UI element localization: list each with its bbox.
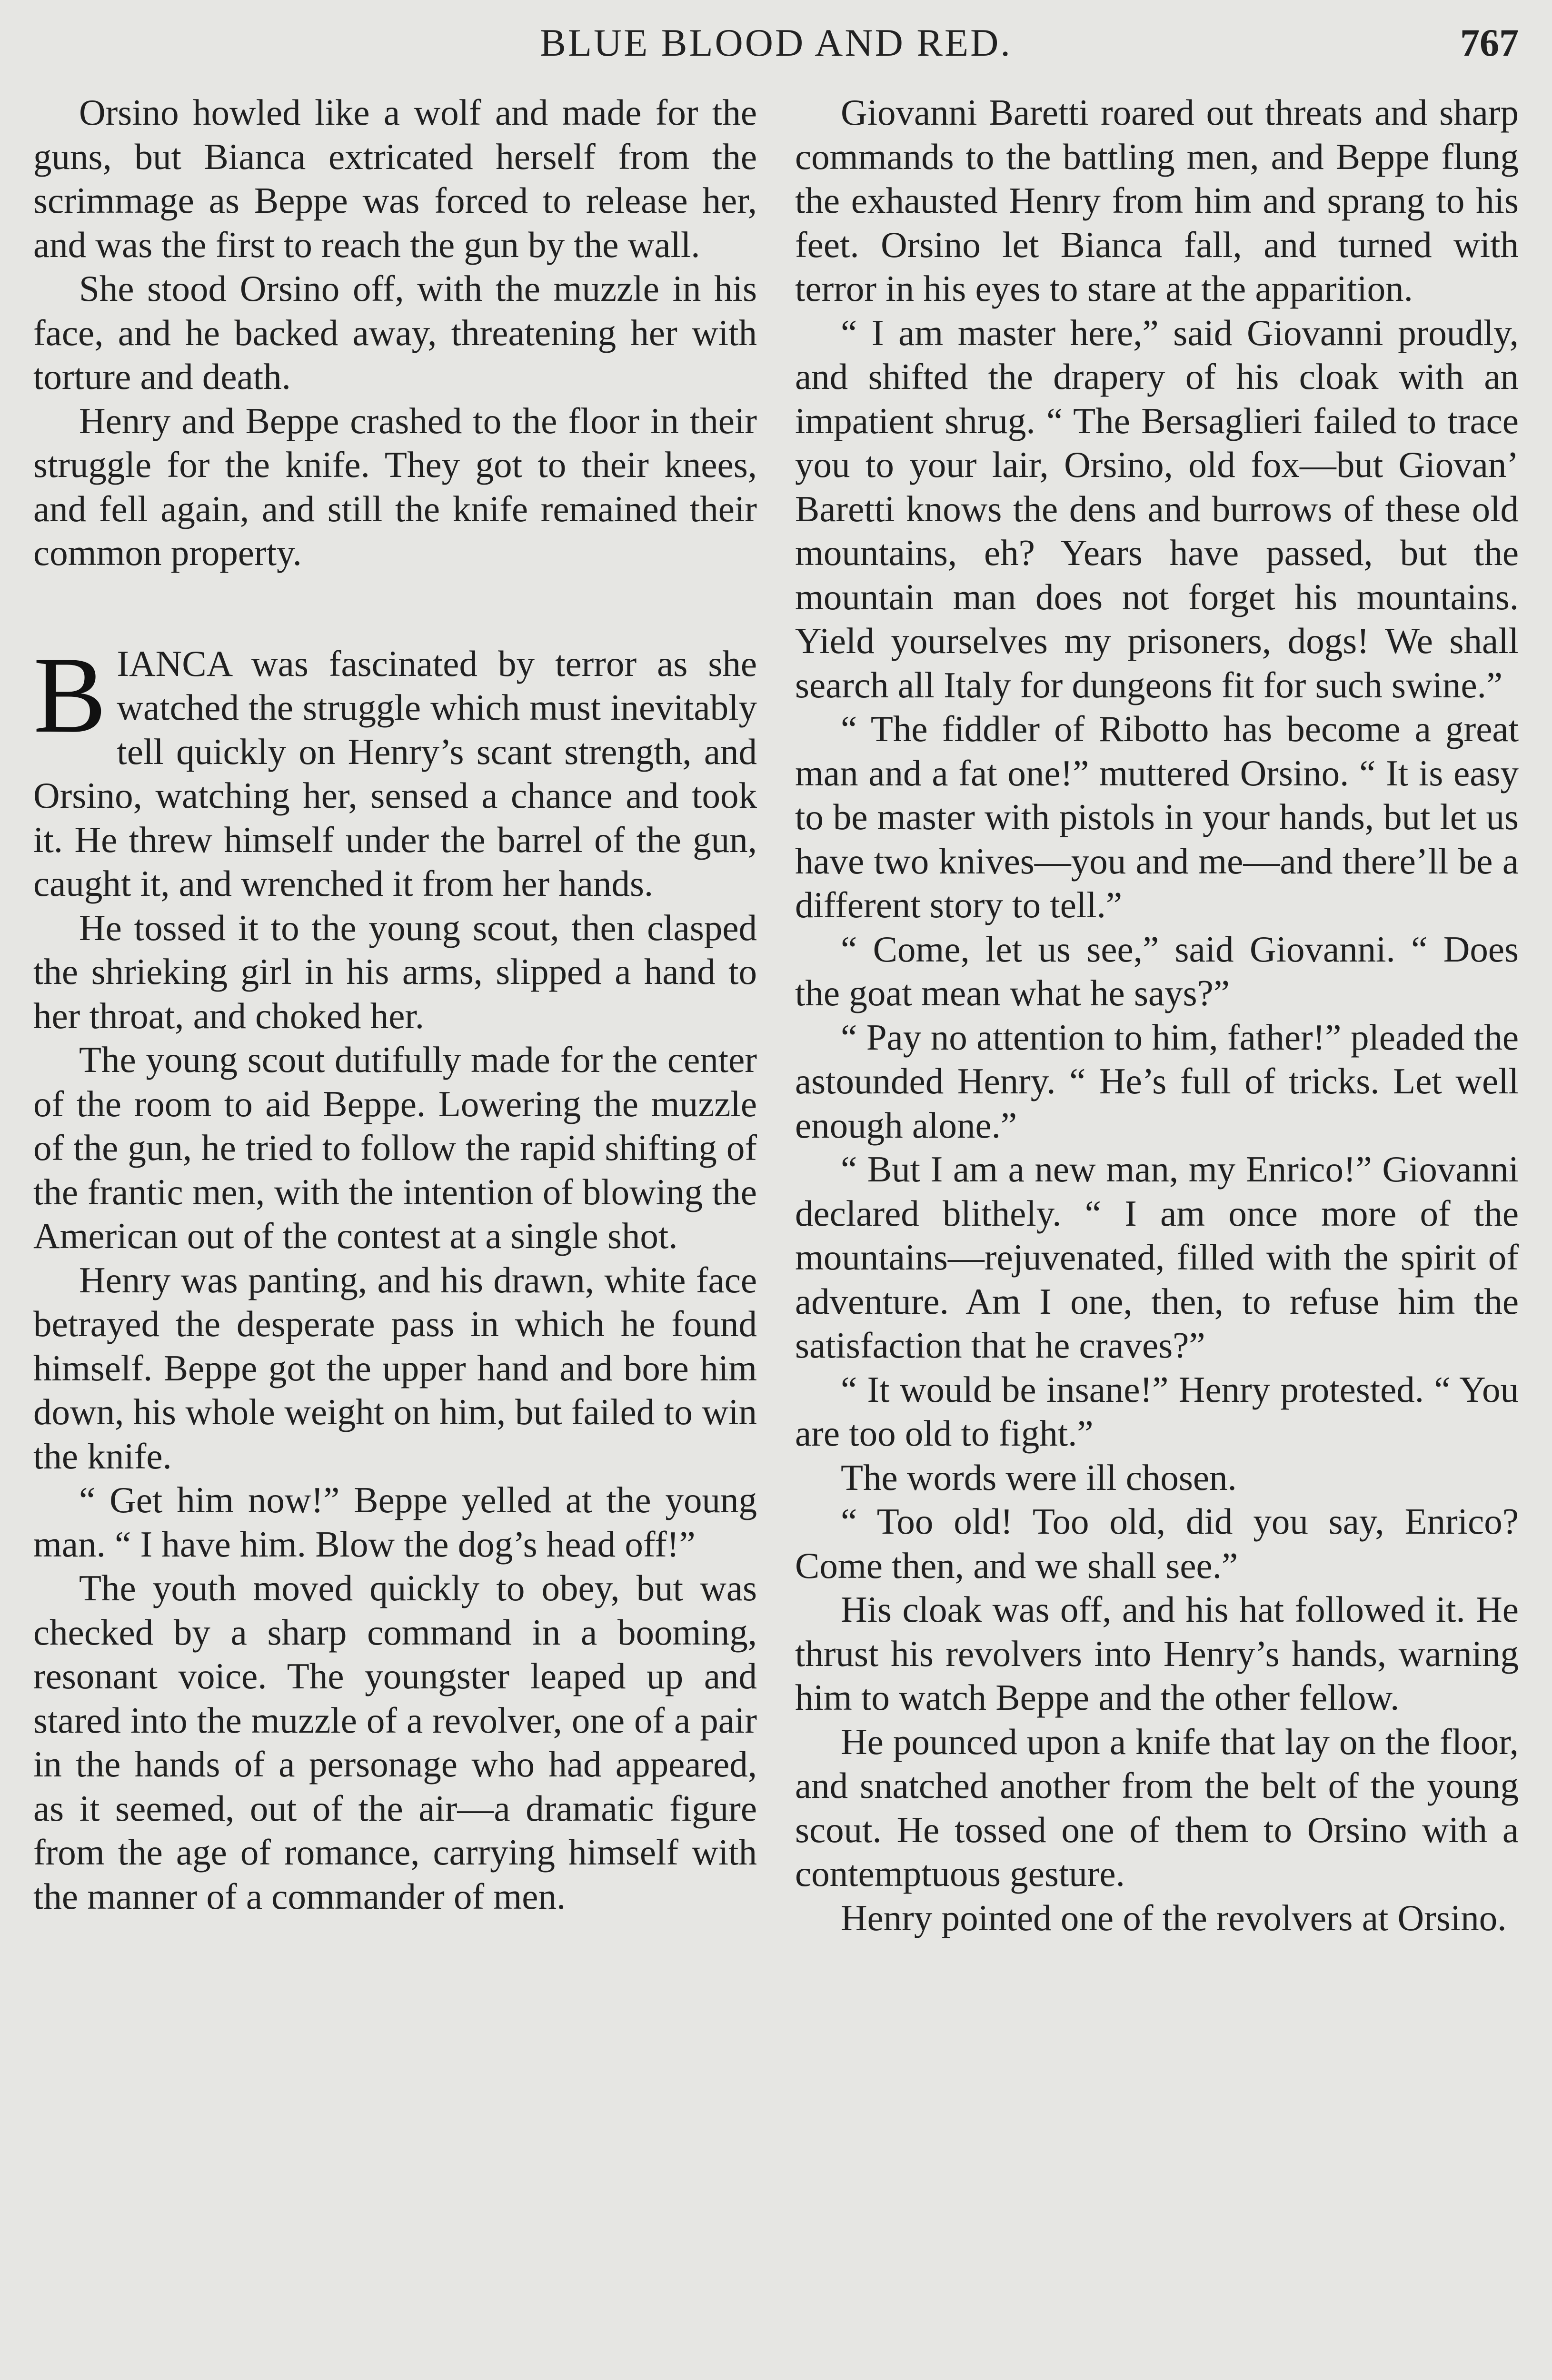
paragraph: He tossed it to the young scout, then clasped the shrieking girl in his arms, slipped a hand to her throat, and choked her. <box>33 907 757 1036</box>
paragraph: Henry was panting, and his drawn, white face betrayed the desperate pass in which he found himself. Beppe got the upper hand and bore him down, his whole weight on him, but failed to win the knife. <box>33 1259 757 1477</box>
paragraph: His cloak was off, and his hat followed it. He thrust his revolvers into Henry’s hands, warning him to watch Beppe and the other fellow. <box>795 1589 1519 1718</box>
page-number: 767 <box>1460 21 1519 64</box>
paragraph: He pounced upon a knife that lay on the floor, and snatched another from the belt of the young scout. He tossed one of them to Orsino with a contemptuous gesture. <box>795 1721 1519 1894</box>
paragraph: “ Get him now!” Beppe yelled at the young man. “ I have him. Blow the dog’s head off!” <box>33 1479 757 1565</box>
right-column <box>795 90 1519 1940</box>
paragraph: “ Come, let us see,” said Giovanni. “ Does the goat mean what he says?” <box>795 928 1519 1013</box>
running-title: BLUE BLOOD AND RED. <box>540 21 1012 64</box>
paragraph: Henry and Beppe crashed to the floor in their struggle for the knife. They got to their knees, and fell again, and still the knife remained their common property. <box>33 400 757 573</box>
paragraph: “ But I am a new man, my Enrico!” Giovanni declared blithely. “ I am once more of the mountains—rejuvenated, filled with the spirit of adventure. Am I one, then, to refuse him the satisfaction that he craves?” <box>795 1149 1519 1366</box>
paragraph: She stood Orsino off, with the muzzle in his face, and he backed away, threatening her with torture and death. <box>33 268 757 397</box>
paragraph: The young scout dutifully made for the center of the room to aid Beppe. Lowering the muzzle of the gun, he tried to follow the rapid shifting of the frantic men, with the intention of blowing the American out of the contest at a single shot. <box>33 1039 757 1256</box>
paragraph: The words were ill chosen. <box>841 1457 1237 1498</box>
paragraph: “ Too old! Too old, did you say, Enrico? Come then, and we shall see.” <box>795 1501 1519 1586</box>
paragraph: “ It would be insane!” Henry protested. “ You are too old to fight.” <box>795 1368 1519 1454</box>
paragraph: Henry pointed one of the revolvers at Orsino. <box>841 1897 1507 1938</box>
left-column <box>33 90 757 1918</box>
dropcap-paragraph-text: IANCA was fascinated by terror as she watched the struggle which must inevitably tell quickly on Henry’s scant strength, and Orsino, watching her, sensed a chance and took it. He threw himself under the barrel of the gun, caught it, and wrenched it from her hands. <box>33 643 757 904</box>
paragraph: The youth moved quickly to obey, but was checked by a sharp command in a booming, resonant voice. The youngster leaped up and stared into the muzzle of a revolver, one of a pair in the hands of a personage who had appeared, as it seemed, out of the air—a dramatic figure from the age of romance, carrying himself with the manner of a commander of men. <box>33 1567 757 1917</box>
page-header <box>33 14 1519 71</box>
drop-cap: B <box>33 634 107 755</box>
paragraph: “ I am master here,” said Giovanni proudly, and shifted the drapery of his cloak with an impatient shrug. “ The Bersaglieri failed to trace you to your lair, Orsino, old fox—but Giovan’ Baretti knows the dens and burrows of these old mountains, eh? Years have passed, but the mountain man does not forget his mountains. Yield yourselves my prisoners, dogs! We shall search all Italy for dungeons fit for such swine.” <box>795 312 1519 705</box>
paragraph: Orsino howled like a wolf and made for the guns, but Bianca extricated herself from the scrimmage as Beppe was forced to release her, and was the first to reach the gun by the wall. <box>33 92 757 265</box>
paragraph: “ Pay no attention to him, father!” pleaded the astounded Henry. “ He’s full of tricks. Let well enough alone.” <box>795 1016 1519 1146</box>
dropcap-paragraph <box>33 634 757 906</box>
paragraph: Giovanni Baretti roared out threats and sharp commands to the battling men, and Beppe flung the exhausted Henry from him and sprang to his feet. Orsino let Bianca fall, and turned with terror in his eyes to stare at the apparition. <box>795 92 1519 309</box>
paragraph: “ The fiddler of Ribotto has become a great man and a fat one!” muttered Orsino. “ It is easy to be master with pistols in your hands, but let us have two knives—you and me—and there’ll be a different story to tell.” <box>795 708 1519 925</box>
text-columns <box>33 90 1519 2380</box>
section-break <box>33 575 757 642</box>
